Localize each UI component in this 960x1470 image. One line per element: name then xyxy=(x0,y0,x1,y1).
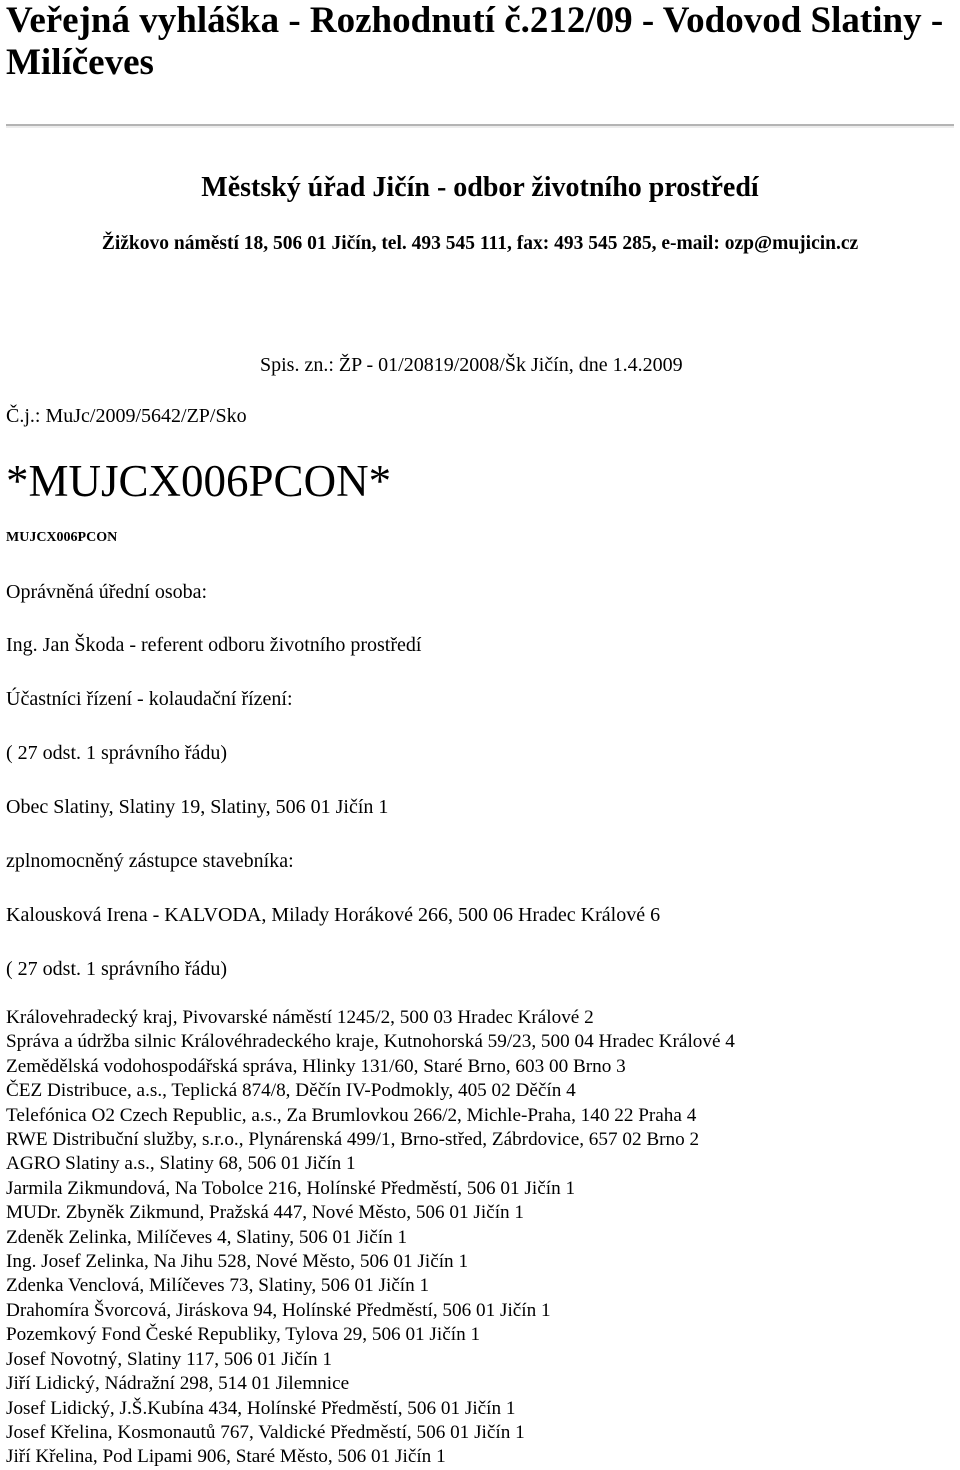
file-reference: Spis. zn.: ŽP - 01/20819/2008/Šk Jičín, dne 1.4.2009 xyxy=(260,354,683,376)
list-item: Josef Křelina, Kosmonautů 767, Valdické Předměstí, 506 01 Jičín 1 xyxy=(6,1421,525,1443)
authorized-label: Oprávněná úřední osoba: xyxy=(6,581,208,603)
page-title: Veřejná vyhláška - Rozhodnutí č.212/09 - Vodovod Slatiny - Milíčeves xyxy=(6,0,944,83)
list-item: Drahomíra Švorcová, Jiráskova 94, Holínské Předměstí, 506 01 Jičín 1 xyxy=(6,1299,551,1321)
section-reference-b: ( 27 odst. 1 správního řádu) xyxy=(6,958,228,980)
list-item: Jarmila Zikmundová, Na Tobolce 216, Holínské Předměstí, 506 01 Jičín 1 xyxy=(6,1177,576,1199)
list-item: Ing. Josef Zelinka, Na Jihu 528, Nové Město, 506 01 Jičín 1 xyxy=(6,1251,469,1273)
list-item: Správa a údržba silnic Královéhradeckého kraje, Kutnohorská 59/23, 500 04 Hradec Králové 4 xyxy=(6,1031,735,1053)
list-item: Josef Novotný, Slatiny 117, 506 01 Jičín 1 xyxy=(6,1348,332,1370)
participant-municipality: Obec Slatiny, Slatiny 19, Slatiny, 506 01 Jičín 1 xyxy=(6,796,389,818)
list-item: Josef Lidický, J.Š.Kubína 434, Holínské Předměstí, 506 01 Jičín 1 xyxy=(6,1397,516,1419)
list-item: AGRO Slatiny a.s., Slatiny 68, 506 01 Jičín 1 xyxy=(6,1153,356,1175)
list-item: Zemědělská vodohospodářská správa, Hlinky 131/60, Staré Brno, 603 00 Brno 3 xyxy=(6,1055,626,1077)
case-number: Č.j.: MuJc/2009/5642/ZP/Sko xyxy=(6,405,247,427)
list-item: Jiří Lidický, Nádražní 298, 514 01 Jilemnice xyxy=(6,1373,350,1395)
section-reference-a: ( 27 odst. 1 správního řádu) xyxy=(6,742,228,764)
title-divider xyxy=(6,124,954,128)
list-item: Pozemkový Fond České Republiky, Tylova 29, 506 01 Jičín 1 xyxy=(6,1324,481,1346)
list-item: Zdenka Venclová, Milíčeves 73, Slatiny, 506 01 Jičín 1 xyxy=(6,1275,430,1297)
list-item: ČEZ Distribuce, a.s., Teplická 874/8, Děčín IV-Podmokly, 405 02 Děčín 4 xyxy=(6,1080,576,1102)
office-address: Žižkovo náměstí 18, 506 01 Jičín, tel. 493 545 111, fax: 493 545 285, e-mail: ozp@mujicin.cz xyxy=(101,233,859,254)
agent: Kalousková Irena - KALVODA, Milady Horákové 266, 500 06 Hradec Králové 6 xyxy=(6,904,661,926)
office-heading: Městský úřad Jičín - odbor životního prostředí xyxy=(201,172,759,203)
list-item: RWE Distribuční služby, s.r.o., Plynárenská 499/1, Brno-střed, Zábrdovice, 657 02 Brno 2 xyxy=(6,1129,700,1151)
list-item: Královehradecký kraj, Pivovarské náměstí 1245/2, 500 03 Hradec Králové 2 xyxy=(6,1007,594,1028)
participants-heading: Účastníci řízení - kolaudační řízení: xyxy=(6,688,293,710)
list-item: Jiří Křelina, Pod Lipami 906, Staré Město, 506 01 Jičín 1 xyxy=(6,1446,446,1468)
list-item: MUDr. Zbyněk Zikmund, Pražská 447, Nové Město, 506 01 Jičín 1 xyxy=(6,1202,525,1224)
list-item: Telefónica O2 Czech Republic, a.s., Za Brumlovkou 266/2, Michle-Praha, 140 22 Praha 4 xyxy=(6,1104,697,1126)
barcode-label: MUJCX006PCON xyxy=(6,530,118,545)
participant-list xyxy=(6,1006,735,1470)
list-item: Zdeněk Zelinka, Milíčeves 4, Slatiny, 506 01 Jičín 1 xyxy=(6,1226,408,1248)
barcode-code: *MUJCX006PCON* xyxy=(6,456,392,506)
authorized-person: Ing. Jan Škoda - referent odboru životního prostředí xyxy=(6,634,422,656)
agent-label: zplnomocněný zástupce stavebníka: xyxy=(6,850,294,872)
